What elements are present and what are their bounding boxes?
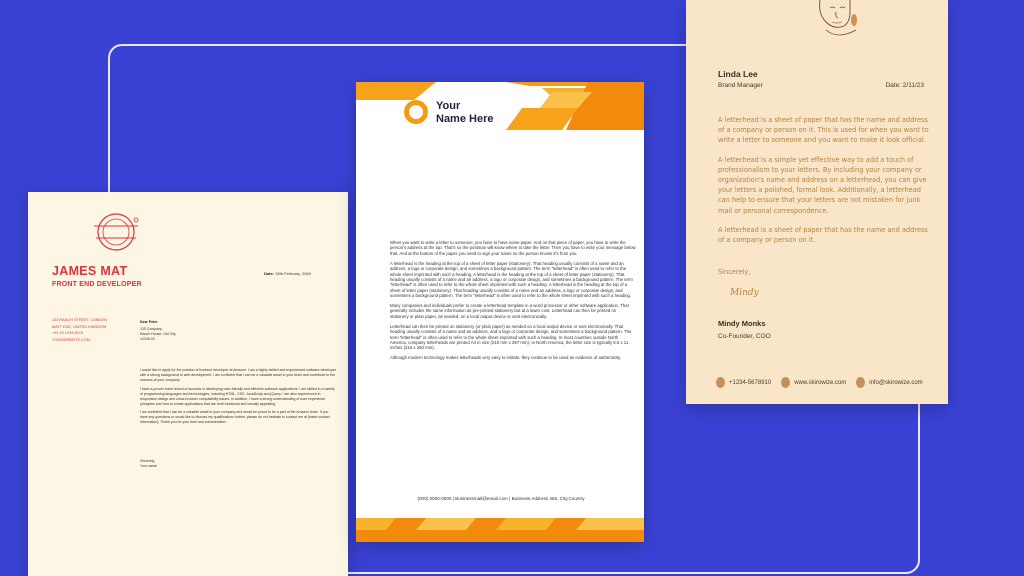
contact-row [716,377,923,388]
paragraph: I am confident that I can be a valuable asset to your company and would be proud to be a part of the Amazon team. If you have any questions or would like to discuss my qualifications further, please do not hesitate to contact me at [insert contact information]. Thank you for your time and consideration. [140,410,330,424]
signature: Mindy [730,288,759,298]
contact-website [781,377,846,388]
paragraph: I have a proven track record of success in developing user-friendly and effective software applications. I am skilled in a variety of programming languages and technologies, including HTML, CSS, JavaScript and jQuery. I am also experienced in responsive design and cross-browser compatibility issues. In addition, I have a strong understanding of user experience principles and how to create applications that are both functional and visually appealing. [140,386,335,406]
paragraph: A letterhead is a sheet of paper that has the name and address of a company or person on it. [718,225,928,245]
phone-icon [716,377,725,388]
paragraph: Letterhead can then be printed on stationery (or plain paper) as needed on a local output device or sent electronically. That heading usually consists of a name and an address, and a logo or corporate design, and sometimes a background pattern. The term "letterhead" is often used to refer to the whole sheet imprinted with such a heading. In most countries outside North America, company letterheads are printed A4 in size (210 mm x 297 mm). In North America, the letter size is typically 8.5 x 11 inches (216 x 280 mm). [390,323,632,351]
email-text: info@skirowize.com [869,379,923,386]
contact-line: 123 RANCH STREET, LONDON [52,318,107,322]
paragraph: Although modern technology makes letterheads very easy to imitate, they continue to be used as evidence of authenticity. [390,355,622,361]
letter-date: Date: 2/11/23 [885,82,924,89]
footer-stripes-decoration [356,518,644,542]
closing-name: Your name [140,464,157,468]
contact-phone [716,377,771,388]
date-value: 15th February, 2049 [275,271,311,276]
sender-contact [52,317,107,343]
letter-body [390,240,636,365]
brand-line: Name Here [436,113,494,125]
sender-name: Linda Lee [718,69,758,79]
contact-line: +44 20 1234 5678 [52,331,83,335]
brand-line: Your [436,100,461,112]
contact-email [856,377,922,388]
closing: Sincerely, [718,268,751,276]
monogram-logo-icon [86,208,146,256]
letter-body [718,115,930,254]
contact-line: YOURWEBSITE.COM [52,337,90,342]
letter-body [140,368,336,429]
letterhead-james-mat [28,192,348,576]
contact-line: MATT EDE, UNITED KINGDOM [52,324,107,329]
paragraph: A letterhead is a simple yet effective way to add a touch of professionalism to your letters. By including your company or organization's name and address on a letterhead, you can give your letters a polished, formal look. Additionally, a letterhead can help to ensure that your letters are not mistaken for junk mail or personal correspondence. [718,155,927,215]
date-label: Date: [264,271,275,276]
paragraph: A letterhead is the heading at the top of a sheet of letter paper (stationery). That heading usually consists of a name and an address, a logo or corporate design, and sometimes a background pattern. The term "letterhead" is often used to refer to the whole sheet imprinted with such a heading. A letterhead is the heading at the top of a sheet of letter paper (stationery). That heading usually consists of a name and an address, a logo or corporate design, and sometimes a background pattern. The term "letterhead" is often used to refer to the whole sheet imprinted with such a heading. A letterhead is the heading at the top of a sheet of letter paper (stationery). That heading usually consists of a name and an address, a logo or corporate design, and sometimes a background pattern. The term "letterhead" is often used to refer to the whole sheet imprinted with such a heading. [390,260,633,299]
mail-icon [856,377,865,388]
recipient-line: 12345-00 [140,337,155,341]
paragraph: Many companies and individuals prefer to create a letterhead template in a word processor or other software application. That generally includes the same information as pre-printed stationery but at a lower cost. Letterhead can then be printed on stationery or plain paper, as needed, on a local output device or sent electronically. [390,303,629,319]
signer-role: Co-Founder, COO [718,333,771,340]
sender-role: FRONT END DEVELOPER [52,281,142,288]
sender-title: Brand Manager [718,82,763,89]
recipient-line: Ranch House, Old City [140,332,176,336]
globe-icon [781,377,790,388]
line-art-portrait-icon [812,0,866,40]
paragraph: When you want to write a letter to someone, you have to have some paper. And on that piece of paper, you have to write the person's address at the top. That's so the postman will know where to take the letter. Then you have to write your message below that. And at the bottom of the paper you need to sign your name so the person knows it's from you. [390,240,636,256]
brand-ring-icon [404,100,428,124]
header-stripes-decoration [356,82,644,134]
letterhead-your-name [356,82,644,542]
footer-contact: (000) 0000-0000 | Businessmail@email.com | Business Address 456, City,Country [417,496,585,501]
paragraph: A letterhead is a sheet of paper that has the name and address of a company or person on it. This is used for when you want to write a letter to someone and you want to make it look official. [718,116,929,145]
letter-date [264,271,311,276]
signer-name: Mindy Monks [718,319,766,328]
paragraph: I would like to apply for the position of frontend developer at Amazon. I am a highly skilled and experienced software developer with a strong background in web development. I am confident that I can be a valuable asset to your team and contribute to the success of your company. [140,368,336,382]
sender-name: JAMES MAT [52,264,128,278]
website-text: www.skirowize.com [794,379,847,386]
salutation: Dear Peter [140,320,158,324]
recipient-line: JJS Company [140,327,162,331]
recipient-block [140,320,176,342]
closing: Sincerely, [140,459,156,463]
letterhead-linda-lee [686,0,948,404]
phone-text: +1234-5678910 [729,379,772,386]
brand-name [436,100,493,126]
closing-block [140,459,157,469]
